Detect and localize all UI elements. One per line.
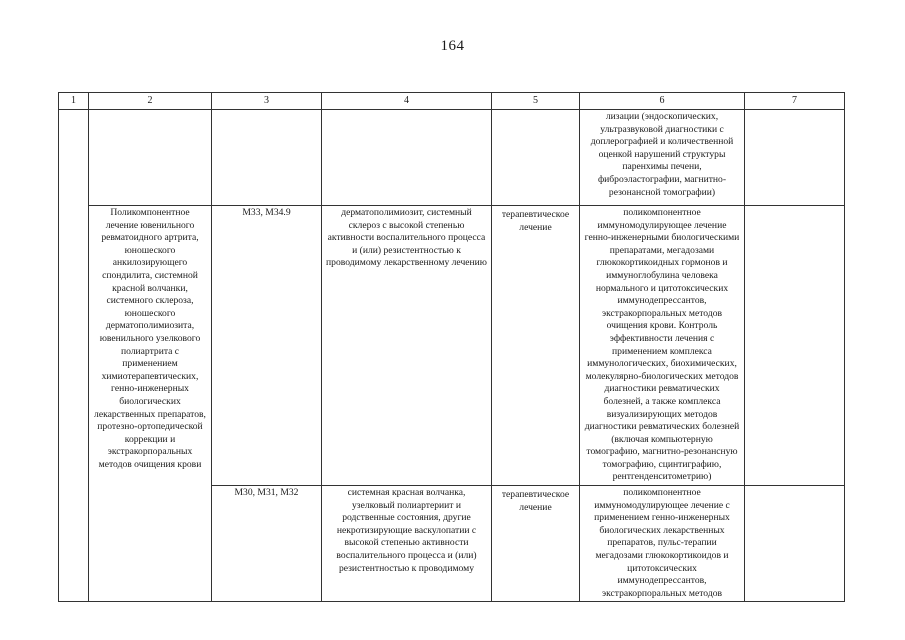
column-header: 6	[580, 93, 745, 110]
table-cell-col7	[745, 486, 845, 602]
treatment-description-cell: поликомпонентное иммуномодулирующее лечение с применением генно-инженерных биологических лекарственных препаратов, пульс-терапии мегадозами глюкокортикоидов и цитотоксических иммунодепрессантов, экстракорпоральных методов	[580, 486, 745, 602]
table-cell-col7	[745, 110, 845, 206]
patient-model-cell: системная красная волчанка, узелковый полиартериит и родственные состояния, другие некротизирующие васкулопатии с высокой степенью активности воспалительного процесса и (или) резистентностью к проводимому	[322, 486, 492, 602]
column-header: 4	[322, 93, 492, 110]
icd-code-cell: M30, M31, M32	[212, 486, 322, 602]
table-header-row	[59, 93, 845, 110]
treatment-type-cell: терапевтическое лечение	[492, 206, 580, 486]
icd-code-cell: M33, M34.9	[212, 206, 322, 486]
column-header: 3	[212, 93, 322, 110]
page-number: 164	[440, 38, 465, 54]
table-cell-col4	[322, 110, 492, 206]
column-header: 7	[745, 93, 845, 110]
column-header: 1	[59, 93, 89, 110]
table-row	[59, 206, 845, 486]
document-table	[58, 92, 845, 602]
table-row	[59, 110, 845, 206]
treatment-method-cell: Поликомпонентное лечение ювенильного ревматоидного артрита, юношеского анкилозирующего спондилита, системной красной волчанки, системного склероза, юношеского дерматополимиозита, ювенильного узелкового полиартрита с применением химиотерапевтических, генно-инженерных биологических лекарственных препаратов, протезно-ортопедической коррекции и экстракорпоральных методов очищения крови	[89, 206, 212, 602]
table-cell-col2	[89, 110, 212, 206]
table-cell-col1	[59, 110, 89, 602]
column-header: 5	[492, 93, 580, 110]
table-cell-col3	[212, 110, 322, 206]
treatment-description-cell: поликомпонентное иммуномодулирующее лечение генно-инженерными биологическими препаратами, мегадозами глюкокортикоидных гормонов и иммуноглобулина человека нормального и цитотоксических иммунодепрессантов, экстракорпоральных методов очищения крови. Контроль эффективности лечения с применением комплекса иммунологических, биохимических, молекулярно-биологических методов диагностики ревматических болезней, а также комплекса визуализирующих методов диагностики ревматических болезней (включая компьютерную томографию, магнитно-резонансную томографию, сцинтиграфию, рентгенденситометрию)	[580, 206, 745, 486]
treatment-type-cell: терапевтическое лечение	[492, 486, 580, 602]
table-cell-col7	[745, 206, 845, 486]
table-cell-col5	[492, 110, 580, 206]
column-header: 2	[89, 93, 212, 110]
patient-model-cell: дерматополимиозит, системный склероз с высокой степенью активности воспалительного процесса и (или) резистентностью к проводимому лекарственному лечению	[322, 206, 492, 486]
table-cell-col6: лизации (эндоскопических, ультразвуковой диагностики с доплерографией и количественной оценкой нарушений структуры паренхимы печени, фиброэластографии, магнитно-резонансной томографии)	[580, 110, 745, 206]
